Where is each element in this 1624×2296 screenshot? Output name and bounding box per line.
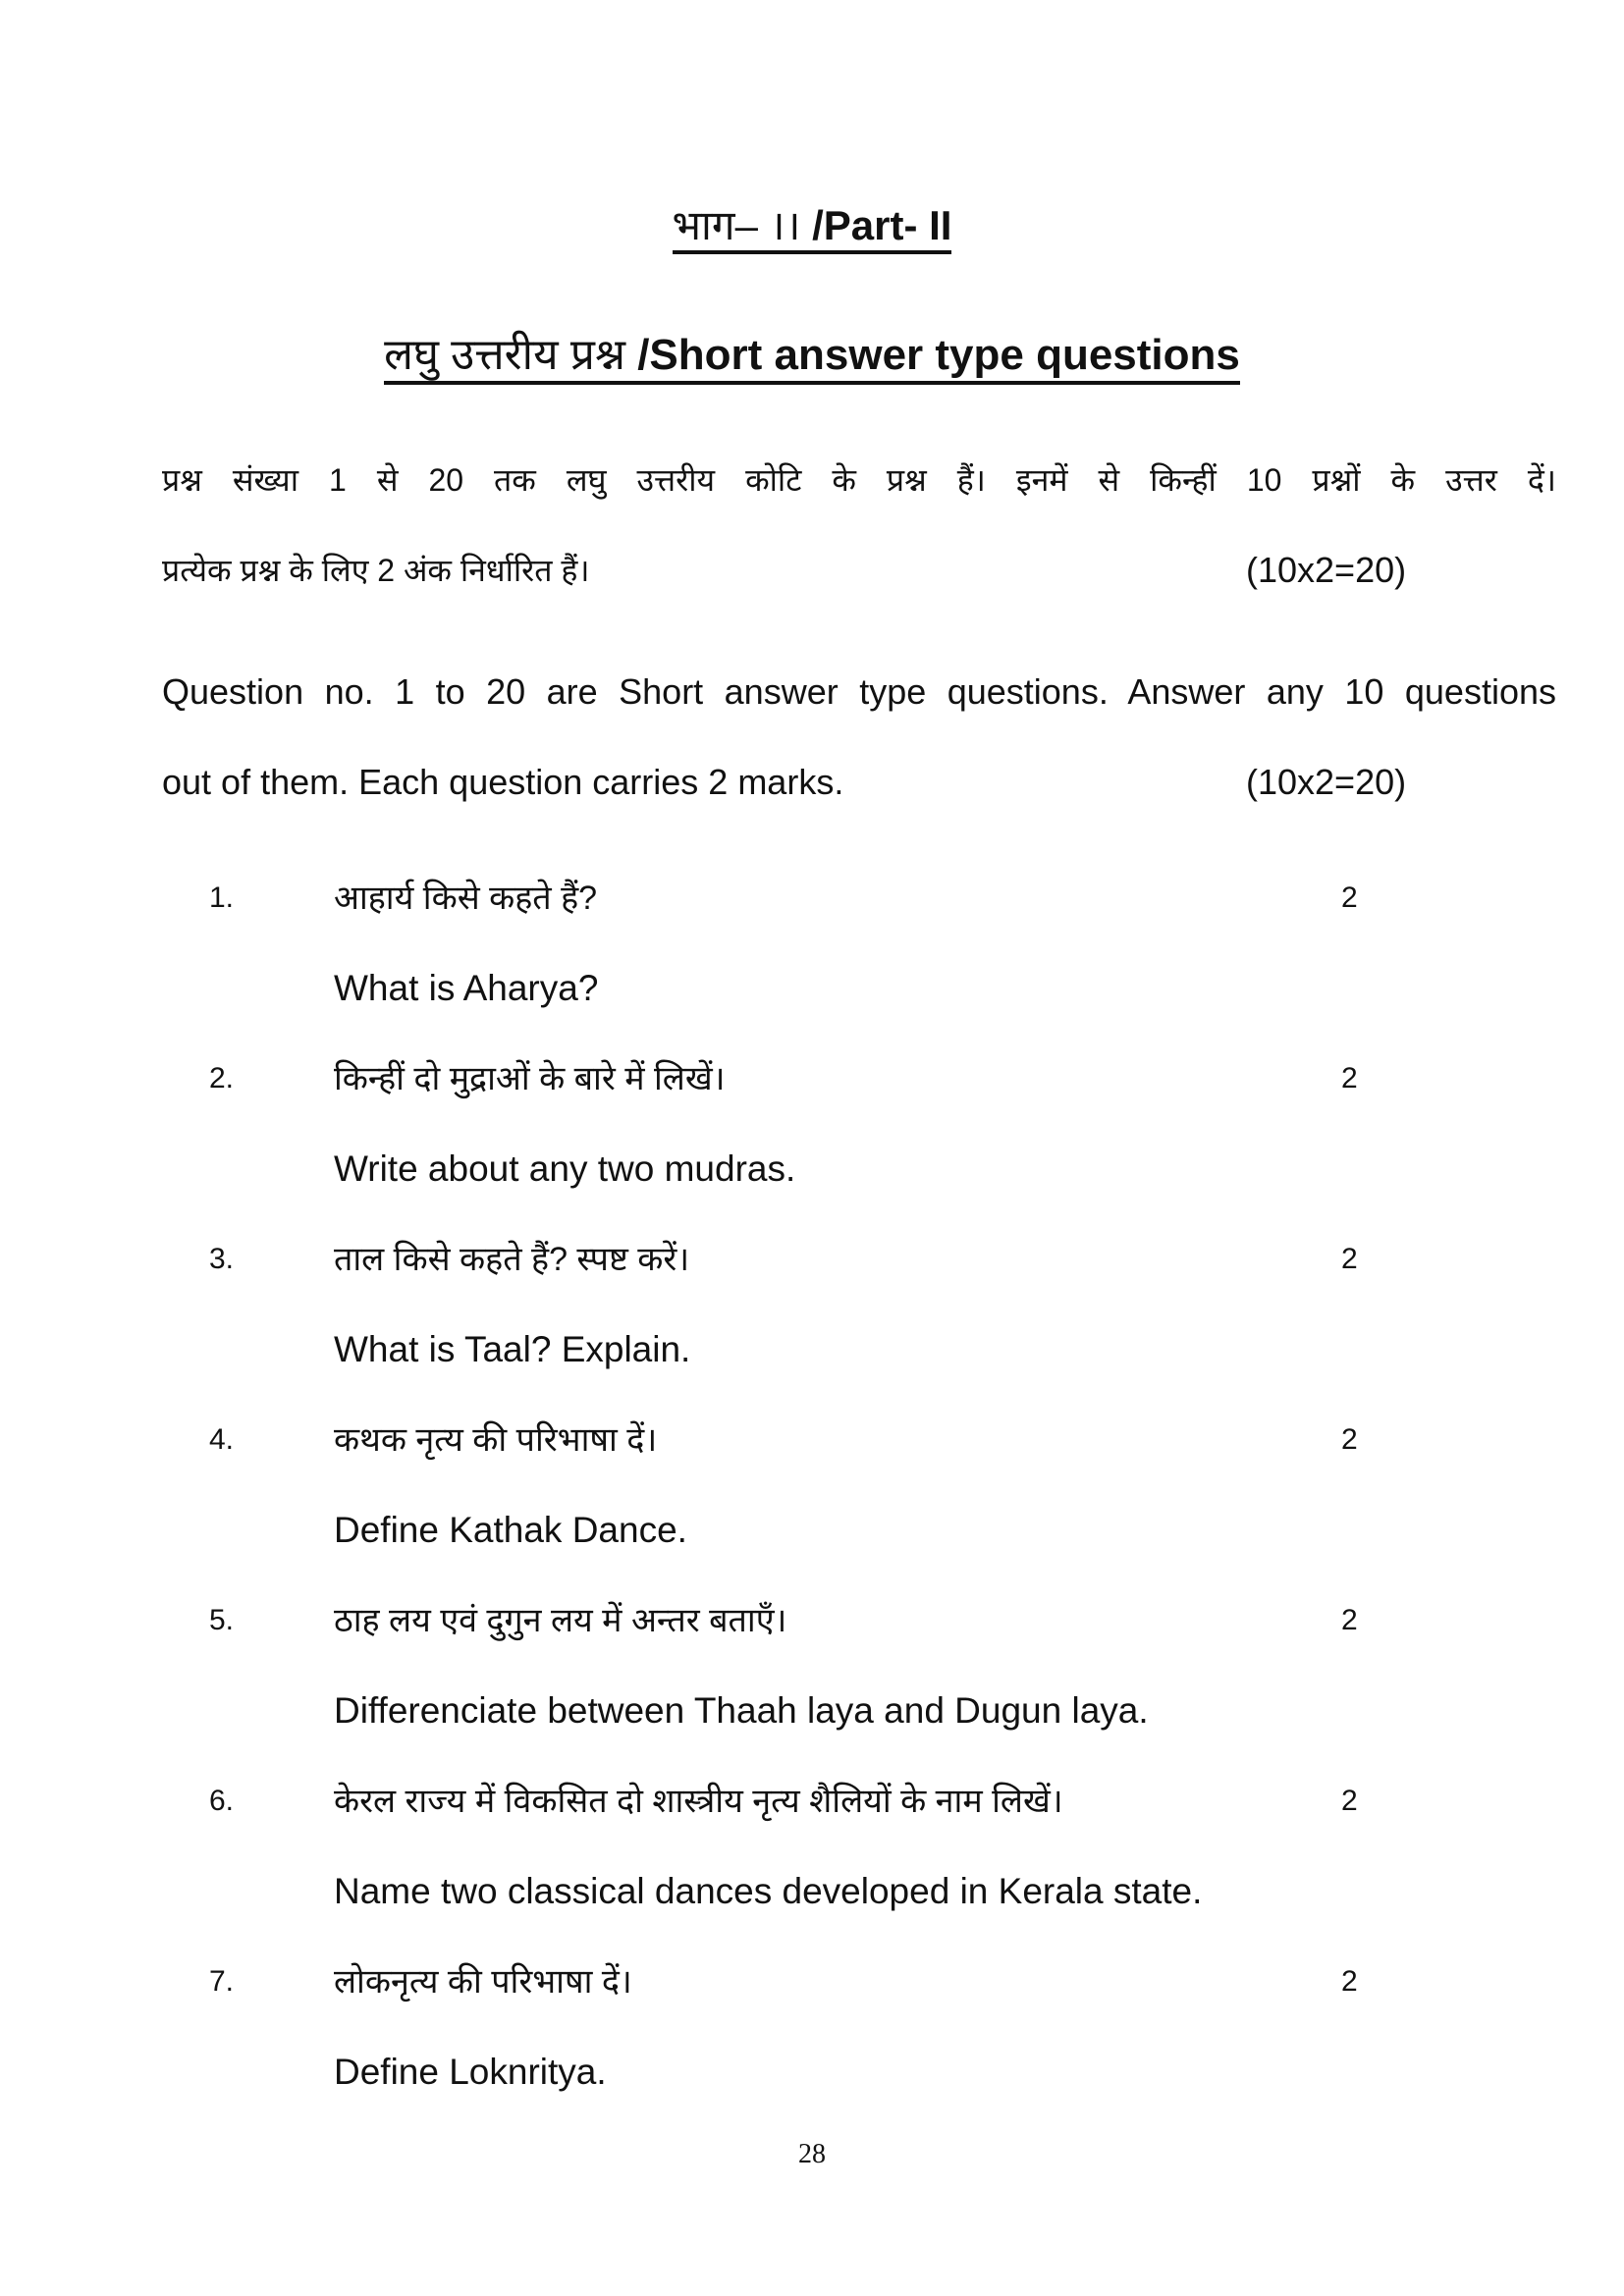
question-text-english: Write about any two mudras. [334,1148,796,1189]
question-marks: 2 [1341,881,1358,914]
question-item [0,1575,1624,1756]
question-text-english: Define Loknritya. [334,2052,607,2092]
question-item [0,1395,1624,1575]
question-marks: 2 [1341,1604,1358,1636]
question-marks: 2 [1341,1965,1358,1998]
question-english-row [0,1305,1624,1395]
question-english-row [0,1485,1624,1575]
question-marks: 2 [1341,1062,1358,1095]
question-list [0,853,1624,2117]
instructions-english-marks: (10x2=20) [1246,762,1407,802]
question-text-hindi: आहार्य किसे कहते हैं? [334,880,598,917]
question-item [0,853,1624,1034]
question-number: 1. [209,881,235,914]
question-marks: 2 [1341,1785,1358,1817]
instructions-hindi-line2: प्रत्येक प्रश्न के लिए 2 अंक निर्धारित हैं। [162,553,590,588]
instructions-english-line2-row [162,737,1556,828]
question-item [0,1756,1624,1937]
instructions-english [162,647,1556,828]
question-text-english: Name two classical dances developed in Kerala state. [334,1871,1203,1911]
question-text-hindi: कथक नृत्य की परिभाषा दें। [334,1421,658,1459]
section-heading-english: /Short answer type questions [637,331,1240,379]
question-item [0,1214,1624,1395]
question-text-hindi: लोकनृत्य की परिभाषा दें। [334,1963,632,2001]
question-english-row [0,943,1624,1034]
question-text-english: Define Kathak Dance. [334,1510,687,1550]
question-item [0,1937,1624,2117]
question-english-row [0,1666,1624,1756]
instructions-hindi-marks: (10x2=20) [1246,550,1407,590]
question-number: 7. [209,1965,235,1998]
question-text-hindi: ठाह लय एवं दुगुन लय में अन्तर बताएँ। [334,1602,787,1639]
question-marks: 2 [1341,1243,1358,1275]
instructions-hindi-line1: प्रश्न संख्या 1 से 20 तक लघु उत्तरीय कोटि के प्रश्न हैं। इनमें से किन्हीं 10 प्रश्नों के उत्तर दें। [162,462,1556,498]
section-heading [0,326,1624,385]
question-hindi-row [0,1034,1624,1124]
instructions-hindi-line2-row [162,525,1556,615]
question-number: 5. [209,1604,235,1636]
question-text-english: Differenciate between Thaah laya and Dugun laya. [334,1690,1149,1731]
question-hindi-row [0,1395,1624,1485]
question-hindi-row [0,1575,1624,1666]
question-item [0,1034,1624,1214]
part-heading [0,196,1624,255]
question-text-english: What is Aharya? [334,968,599,1008]
question-marks: 2 [1341,1423,1358,1456]
section-heading-hindi: लघु उत्तरीय प्रश्न [384,331,638,379]
question-english-row [0,2027,1624,2117]
instructions-english-line2: out of them. Each question carries 2 marks. [162,762,844,802]
instructions-english-line1: Question no. 1 to 20 are Short answer type questions. Answer any 10 questions [162,671,1556,712]
question-hindi-row [0,1937,1624,2027]
question-text-hindi: ताल किसे कहते हैं? स्पष्ट करें। [334,1241,690,1278]
page-number: 28 [798,2139,826,2169]
instructions-hindi [162,435,1556,615]
part-heading-english: /Part- II [812,202,952,248]
question-hindi-row [0,1214,1624,1305]
question-hindi-row [0,1756,1624,1846]
question-text-hindi: केरल राज्य में विकसित दो शास्त्रीय नृत्य शैलियों के नाम लिखें। [334,1783,1063,1820]
question-english-row [0,1846,1624,1937]
question-number: 4. [209,1423,235,1456]
question-number: 3. [209,1243,235,1275]
question-number: 6. [209,1785,235,1817]
part-heading-hindi: भाग– ।। [672,202,813,248]
question-english-row [0,1124,1624,1214]
question-text-hindi: किन्हीं दो मुद्राओं के बारे में लिखें। [334,1060,726,1097]
question-number: 2. [209,1062,235,1095]
question-text-english: What is Taal? Explain. [334,1329,691,1369]
question-hindi-row [0,853,1624,943]
